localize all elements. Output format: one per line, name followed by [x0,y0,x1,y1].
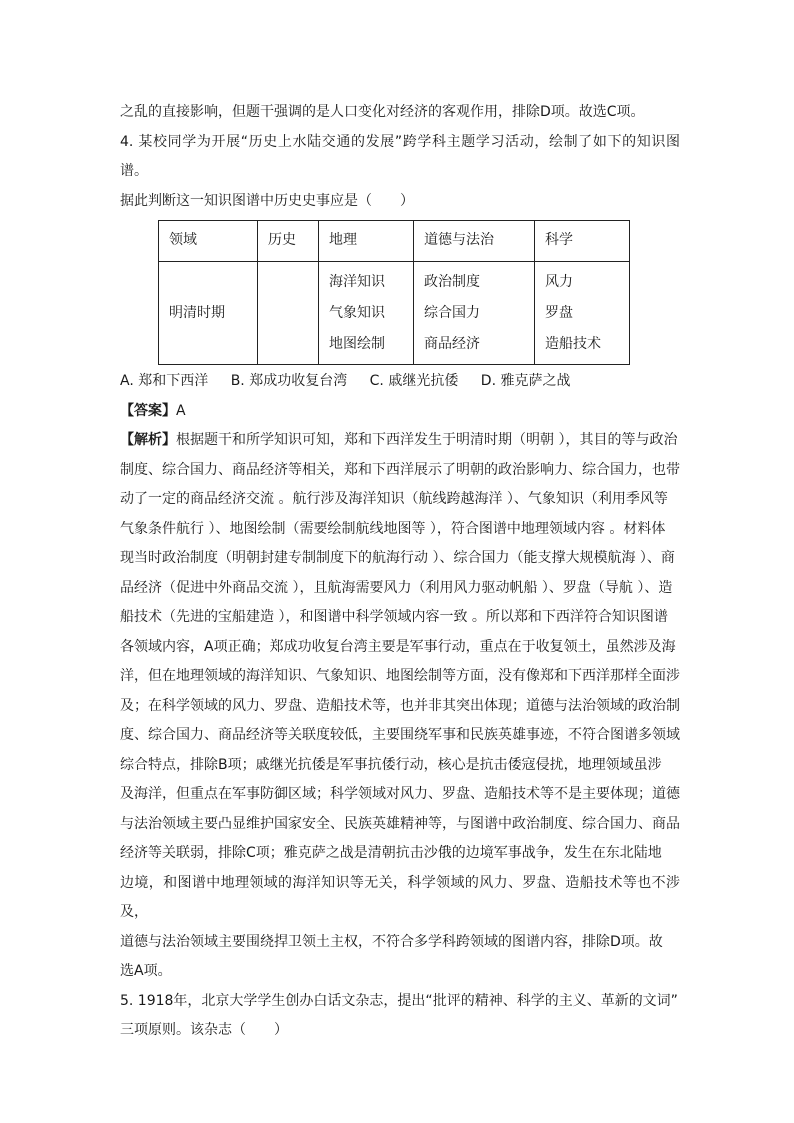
history-cell-empty [258,262,319,365]
analysis-line: 洋，但在地理领域的海洋知识、气象知识、地图绘制等方面，没有像郑和下西洋那样全面涉 [120,668,680,684]
analysis-line: 道德与法治领域主要围绕捍卫领土主权，不符合多学科跨领域的图谱内容，排除D项。故 [120,933,663,950]
question-4-options [120,367,680,397]
table-header-row [159,221,630,262]
analysis-line: 选A项。 [120,963,172,979]
analysis-line: 及；在科学领域的风力、罗盘、造船技术等，也并非其突出体现；道德与法治领域的政治制 [120,697,680,714]
analysis-line: 各领域内容，A项正确；郑成功收复台湾主要是军事行动，重点在于收复领土，虽然涉及海 [120,638,676,655]
analysis-line: 动了一定的商品经济交流 。航行涉及海洋知识（航线跨越海洋 ）、气象知识（利用季风等 [120,491,668,507]
question-4-stem-line-2: 据此判断这一知识图谱中历史史事应是（ ） [120,192,414,209]
geography-item: 地图绘制 [329,335,385,352]
analysis-line: 及海洋，但重点在军事防御区域；科学领域对风力、罗盘、造船技术等不是主要体现；道德 [120,786,680,802]
document-content [120,98,680,1046]
header-domain: 领域 [159,221,258,262]
science-item: 风力 [545,273,573,290]
option-a: A. 郑和下西洋 [120,373,209,389]
ethics-item: 商品经济 [424,335,480,352]
row-label-ming-qing: 明清时期 [159,262,258,365]
analysis-text: 根据题干和所学知识可知，郑和下西洋发生于明清时期（明朝 ），其目的等与政治 [176,432,678,448]
table-row [159,262,630,365]
science-item: 罗盘 [545,304,573,321]
analysis-line: 边境，和图谱中地理领域的海洋知识等无关，科学领域的风力、罗盘、造船技术等也不涉及， [120,874,680,920]
header-ethics-law: 道德与法治 [414,221,535,262]
option-b: B. 郑成功收复台湾 [230,373,348,389]
answer-value: A [176,402,186,419]
answer-line [120,397,680,427]
analysis-line: 度、综合国力、商品经济等关联度较低，主要围绕军事和民族英雄事迹，不符合图谱多领域 [120,727,680,743]
science-item: 造船技术 [545,335,601,352]
ethics-item: 综合国力 [424,304,480,321]
question-4-stem-line-1: 4. 某校同学为开展“历史上水陆交通的发展”跨学科主题学习活动，绘制了如下的知识图谱。 [120,133,680,179]
geography-cell [319,262,414,365]
question-5-stem-line-1: 5. 1918年，北京大学学生创办白话文杂志，提出“批评的精神、科学的主义、革新的文词” [120,992,678,1009]
analysis-line: 制度、综合国力、商品经济等相关，郑和下西洋展示了明朝的政治影响力、综合国力，也带 [120,461,680,478]
knowledge-map-table [158,220,630,365]
header-geography: 地理 [319,221,414,262]
answer-label: 【答案】 [120,402,176,419]
analysis-line: 与法治领域主要凸显维护国家安全、民族英雄精神等，与图谱中政治制度、综合国力、商品 [120,815,680,832]
geography-item: 气象知识 [329,304,385,321]
analysis-line: 现当时政治制度（明朝封建专制制度下的航海行动 ）、综合国力（能支撑大规模航海 ）、商 [120,550,675,566]
previous-analysis-tail: 之乱的直接影响，但题干强调的是人口变化对经济的客观作用，排除D项。故选C项。 [120,104,645,120]
science-cell [535,262,630,365]
ethics-item: 政治制度 [424,273,480,290]
analysis-line: 船技术（先进的宝船建造 ），和图谱中科学领域内容一致 。所以郑和下西洋符合知识图谱 [120,609,668,625]
header-history: 历史 [258,221,319,262]
analysis-line: 气象条件航行 ）、地图绘制（需要绘制航线地图等 ），符合图谱中地理领域内容 。材料体 [120,520,666,537]
option-c: C. 戚继光抗倭 [369,373,459,389]
analysis-line: 经济等关联弱，排除C项；雅克萨之战是清朝抗击沙俄的边境军事战争，发生在东北陆地 [120,845,662,861]
geography-item: 海洋知识 [329,273,385,290]
analysis-line: 品经济（促进中外商品交流 ），且航海需要风力（利用风力驱动帆船 ）、罗盘（导航 ）、造 [120,579,673,596]
question-5-stem-line-2: 三项原则。该杂志（ ） [120,1022,288,1038]
analysis-line [120,426,680,456]
analysis-line: 综合特点，排除B项；戚继光抗倭是军事抗倭行动，核心是抗击倭寇侵扰，地理领域虽涉 [120,756,662,773]
ethics-law-cell [414,262,535,365]
option-d: D. 雅克萨之战 [480,373,571,389]
header-science: 科学 [535,221,630,262]
analysis-label: 【解析】 [120,432,176,448]
